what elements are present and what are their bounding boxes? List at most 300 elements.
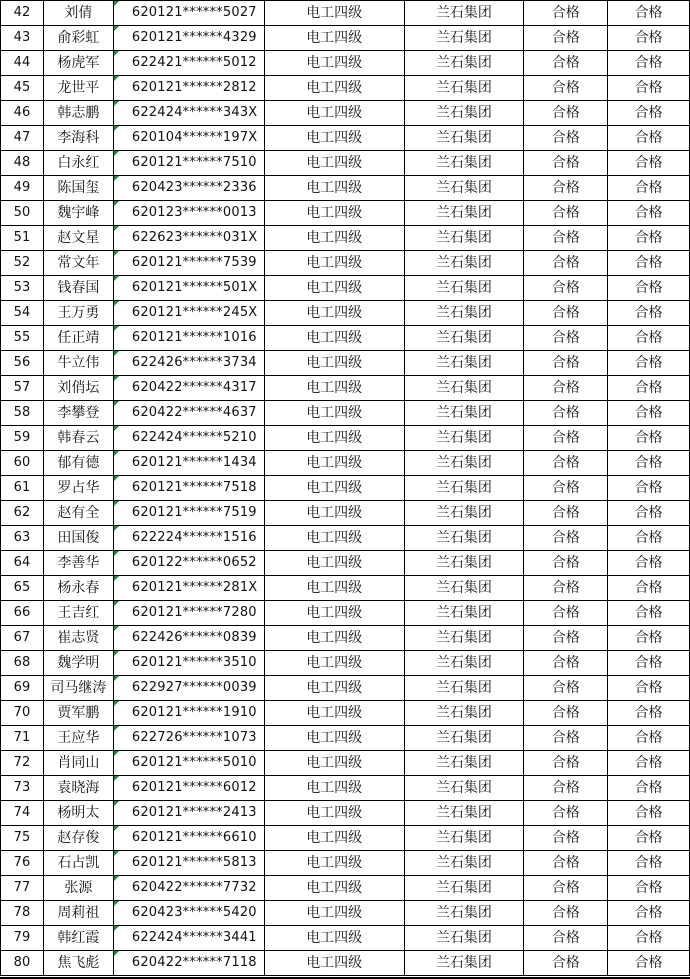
person-name-cell: 赵存俊 xyxy=(43,826,113,851)
employer-unit-cell: 兰石集团 xyxy=(404,776,524,801)
theory-result-cell: 合格 xyxy=(524,401,608,426)
employer-unit-cell: 兰石集团 xyxy=(404,151,524,176)
theory-result-cell: 合格 xyxy=(524,626,608,651)
row-number-cell: 67 xyxy=(1,626,44,651)
person-name-cell: 石占凯 xyxy=(43,851,113,876)
theory-result-cell: 合格 xyxy=(524,951,608,976)
cert-level-cell: 电工四级 xyxy=(264,401,404,426)
employer-unit-cell: 兰石集团 xyxy=(404,901,524,926)
table-row xyxy=(1,426,690,451)
id-number-cell: 620121******281X xyxy=(113,576,264,601)
person-name-cell: 郁有德 xyxy=(43,451,113,476)
cert-level-cell: 电工四级 xyxy=(264,776,404,801)
cert-level-cell: 电工四级 xyxy=(264,651,404,676)
theory-result-cell: 合格 xyxy=(524,76,608,101)
employer-unit-cell: 兰石集团 xyxy=(404,51,524,76)
row-number-cell: 48 xyxy=(1,151,44,176)
practice-result-cell: 合格 xyxy=(608,326,690,351)
row-number-cell: 77 xyxy=(1,876,44,901)
cert-level-cell: 电工四级 xyxy=(264,1,404,26)
row-number-cell: 74 xyxy=(1,801,44,826)
row-number-cell: 72 xyxy=(1,751,44,776)
theory-result-cell: 合格 xyxy=(524,901,608,926)
practice-result-cell: 合格 xyxy=(608,201,690,226)
id-number-cell: 620422******4637 xyxy=(113,401,264,426)
theory-result-cell: 合格 xyxy=(524,826,608,851)
cert-level-cell: 电工四级 xyxy=(264,826,404,851)
row-number-cell: 55 xyxy=(1,326,44,351)
table-row xyxy=(1,26,690,51)
theory-result-cell: 合格 xyxy=(524,651,608,676)
cert-level-cell: 电工四级 xyxy=(264,476,404,501)
employer-unit-cell: 兰石集团 xyxy=(404,451,524,476)
row-number-cell: 69 xyxy=(1,676,44,701)
id-number-cell: 620121******5813 xyxy=(113,851,264,876)
person-name-cell: 赵文星 xyxy=(43,226,113,251)
employer-unit-cell: 兰石集团 xyxy=(404,276,524,301)
theory-result-cell: 合格 xyxy=(524,301,608,326)
employer-unit-cell: 兰石集团 xyxy=(404,876,524,901)
employer-unit-cell: 兰石集团 xyxy=(404,426,524,451)
person-name-cell: 常文年 xyxy=(43,251,113,276)
id-number-cell: 620121******7539 xyxy=(113,251,264,276)
cert-level-cell: 电工四级 xyxy=(264,226,404,251)
row-number-cell: 73 xyxy=(1,776,44,801)
person-name-cell: 牛立伟 xyxy=(43,351,113,376)
cert-level-cell: 电工四级 xyxy=(264,376,404,401)
table-row xyxy=(1,451,690,476)
row-number-cell: 71 xyxy=(1,726,44,751)
practice-result-cell: 合格 xyxy=(608,176,690,201)
row-number-cell: 78 xyxy=(1,901,44,926)
id-number-cell: 620423******2336 xyxy=(113,176,264,201)
cert-level-cell: 电工四级 xyxy=(264,751,404,776)
id-number-cell: 620121******1016 xyxy=(113,326,264,351)
id-number-cell: 620422******4317 xyxy=(113,376,264,401)
table-row xyxy=(1,126,690,151)
person-name-cell: 田国俊 xyxy=(43,526,113,551)
theory-result-cell: 合格 xyxy=(524,876,608,901)
table-row xyxy=(1,551,690,576)
employer-unit-cell: 兰石集团 xyxy=(404,701,524,726)
person-name-cell: 焦飞彪 xyxy=(43,951,113,976)
cert-level-cell: 电工四级 xyxy=(264,76,404,101)
theory-result-cell: 合格 xyxy=(524,426,608,451)
table-row xyxy=(1,376,690,401)
row-number-cell: 76 xyxy=(1,851,44,876)
table-row xyxy=(1,926,690,951)
table-row xyxy=(1,826,690,851)
id-number-cell: 620121******4329 xyxy=(113,26,264,51)
practice-result-cell: 合格 xyxy=(608,1,690,26)
table-row xyxy=(1,751,690,776)
id-number-cell: 620121******6012 xyxy=(113,776,264,801)
row-number-cell: 68 xyxy=(1,651,44,676)
practice-result-cell: 合格 xyxy=(608,501,690,526)
person-name-cell: 韩红霞 xyxy=(43,926,113,951)
person-name-cell: 袁晓海 xyxy=(43,776,113,801)
person-name-cell: 钱春国 xyxy=(43,276,113,301)
cert-level-cell: 电工四级 xyxy=(264,676,404,701)
theory-result-cell: 合格 xyxy=(524,26,608,51)
row-number-cell: 42 xyxy=(1,1,44,26)
employer-unit-cell: 兰石集团 xyxy=(404,326,524,351)
theory-result-cell: 合格 xyxy=(524,551,608,576)
table-row xyxy=(1,226,690,251)
row-number-cell: 80 xyxy=(1,951,44,976)
theory-result-cell: 合格 xyxy=(524,476,608,501)
id-number-cell: 620422******7732 xyxy=(113,876,264,901)
employer-unit-cell: 兰石集团 xyxy=(404,301,524,326)
theory-result-cell: 合格 xyxy=(524,176,608,201)
row-number-cell: 60 xyxy=(1,451,44,476)
person-name-cell: 魏学明 xyxy=(43,651,113,676)
table-row xyxy=(1,526,690,551)
row-number-cell: 66 xyxy=(1,601,44,626)
table-row xyxy=(1,626,690,651)
employer-unit-cell: 兰石集团 xyxy=(404,676,524,701)
person-name-cell: 陈国玺 xyxy=(43,176,113,201)
practice-result-cell: 合格 xyxy=(608,526,690,551)
employer-unit-cell: 兰石集团 xyxy=(404,651,524,676)
row-number-cell: 54 xyxy=(1,301,44,326)
theory-result-cell: 合格 xyxy=(524,501,608,526)
person-name-cell: 韩春云 xyxy=(43,426,113,451)
practice-result-cell: 合格 xyxy=(608,51,690,76)
practice-result-cell: 合格 xyxy=(608,551,690,576)
table-row xyxy=(1,76,690,101)
employer-unit-cell: 兰石集团 xyxy=(404,401,524,426)
practice-result-cell: 合格 xyxy=(608,851,690,876)
practice-result-cell: 合格 xyxy=(608,901,690,926)
employer-unit-cell: 兰石集团 xyxy=(404,826,524,851)
theory-result-cell: 合格 xyxy=(524,601,608,626)
cert-level-cell: 电工四级 xyxy=(264,451,404,476)
theory-result-cell: 合格 xyxy=(524,676,608,701)
table-row xyxy=(1,301,690,326)
row-number-cell: 79 xyxy=(1,926,44,951)
employer-unit-cell: 兰石集团 xyxy=(404,476,524,501)
theory-result-cell: 合格 xyxy=(524,926,608,951)
table-row xyxy=(1,801,690,826)
id-number-cell: 622424******3441 xyxy=(113,926,264,951)
person-name-cell: 白永红 xyxy=(43,151,113,176)
person-name-cell: 司马继涛 xyxy=(43,676,113,701)
person-name-cell: 杨明太 xyxy=(43,801,113,826)
practice-result-cell: 合格 xyxy=(608,876,690,901)
table-row xyxy=(1,476,690,501)
id-number-cell: 622623******031X xyxy=(113,226,264,251)
theory-result-cell: 合格 xyxy=(524,276,608,301)
id-number-cell: 622424******343X xyxy=(113,101,264,126)
row-number-cell: 61 xyxy=(1,476,44,501)
row-number-cell: 70 xyxy=(1,701,44,726)
person-name-cell: 任正靖 xyxy=(43,326,113,351)
person-name-cell: 韩志鹏 xyxy=(43,101,113,126)
row-number-cell: 64 xyxy=(1,551,44,576)
table-row xyxy=(1,651,690,676)
person-name-cell: 杨永春 xyxy=(43,576,113,601)
cert-level-cell: 电工四级 xyxy=(264,526,404,551)
theory-result-cell: 合格 xyxy=(524,776,608,801)
employer-unit-cell: 兰石集团 xyxy=(404,926,524,951)
id-number-cell: 620121******1434 xyxy=(113,451,264,476)
table-row xyxy=(1,501,690,526)
id-number-cell: 622426******3734 xyxy=(113,351,264,376)
employer-unit-cell: 兰石集团 xyxy=(404,26,524,51)
practice-result-cell: 合格 xyxy=(608,726,690,751)
employer-unit-cell: 兰石集团 xyxy=(404,751,524,776)
employer-unit-cell: 兰石集团 xyxy=(404,176,524,201)
id-number-cell: 622927******0039 xyxy=(113,676,264,701)
id-number-cell: 620423******5420 xyxy=(113,901,264,926)
cert-level-cell: 电工四级 xyxy=(264,926,404,951)
theory-result-cell: 合格 xyxy=(524,1,608,26)
table-row xyxy=(1,576,690,601)
cert-level-cell: 电工四级 xyxy=(264,351,404,376)
cert-level-cell: 电工四级 xyxy=(264,301,404,326)
cert-level-cell: 电工四级 xyxy=(264,876,404,901)
theory-result-cell: 合格 xyxy=(524,801,608,826)
id-number-cell: 622421******5012 xyxy=(113,51,264,76)
theory-result-cell: 合格 xyxy=(524,701,608,726)
row-number-cell: 49 xyxy=(1,176,44,201)
id-number-cell: 620121******2812 xyxy=(113,76,264,101)
practice-result-cell: 合格 xyxy=(608,476,690,501)
table-row xyxy=(1,676,690,701)
table-row xyxy=(1,701,690,726)
table-row xyxy=(1,276,690,301)
cert-level-cell: 电工四级 xyxy=(264,701,404,726)
row-number-cell: 44 xyxy=(1,51,44,76)
employer-unit-cell: 兰石集团 xyxy=(404,376,524,401)
id-number-cell: 620121******7518 xyxy=(113,476,264,501)
person-name-cell: 龙世平 xyxy=(43,76,113,101)
theory-result-cell: 合格 xyxy=(524,101,608,126)
employer-unit-cell: 兰石集团 xyxy=(404,251,524,276)
row-number-cell: 43 xyxy=(1,26,44,51)
person-name-cell: 周莉祖 xyxy=(43,901,113,926)
practice-result-cell: 合格 xyxy=(608,151,690,176)
id-number-cell: 620121******7280 xyxy=(113,601,264,626)
employer-unit-cell: 兰石集团 xyxy=(404,351,524,376)
theory-result-cell: 合格 xyxy=(524,151,608,176)
person-name-cell: 张源 xyxy=(43,876,113,901)
practice-result-cell: 合格 xyxy=(608,301,690,326)
table-row xyxy=(1,1,690,26)
cert-level-cell: 电工四级 xyxy=(264,501,404,526)
person-name-cell: 刘俏坛 xyxy=(43,376,113,401)
table-row xyxy=(1,326,690,351)
employer-unit-cell: 兰石集团 xyxy=(404,126,524,151)
person-name-cell: 王万勇 xyxy=(43,301,113,326)
theory-result-cell: 合格 xyxy=(524,451,608,476)
table-row xyxy=(1,951,690,976)
cert-level-cell: 电工四级 xyxy=(264,176,404,201)
cert-level-cell: 电工四级 xyxy=(264,901,404,926)
practice-result-cell: 合格 xyxy=(608,926,690,951)
practice-result-cell: 合格 xyxy=(608,276,690,301)
practice-result-cell: 合格 xyxy=(608,601,690,626)
cert-level-cell: 电工四级 xyxy=(264,601,404,626)
person-name-cell: 杨虎军 xyxy=(43,51,113,76)
row-number-cell: 51 xyxy=(1,226,44,251)
table-row xyxy=(1,601,690,626)
practice-result-cell: 合格 xyxy=(608,101,690,126)
person-name-cell: 李海科 xyxy=(43,126,113,151)
row-number-cell: 47 xyxy=(1,126,44,151)
employer-unit-cell: 兰石集团 xyxy=(404,526,524,551)
person-name-cell: 王吉红 xyxy=(43,601,113,626)
cert-level-cell: 电工四级 xyxy=(264,201,404,226)
practice-result-cell: 合格 xyxy=(608,576,690,601)
id-number-cell: 620121******7519 xyxy=(113,501,264,526)
cert-level-cell: 电工四级 xyxy=(264,276,404,301)
employer-unit-cell: 兰石集团 xyxy=(404,76,524,101)
practice-result-cell: 合格 xyxy=(608,951,690,976)
cert-level-cell: 电工四级 xyxy=(264,726,404,751)
theory-result-cell: 合格 xyxy=(524,326,608,351)
person-name-cell: 赵有全 xyxy=(43,501,113,526)
employer-unit-cell: 兰石集团 xyxy=(404,101,524,126)
row-number-cell: 65 xyxy=(1,576,44,601)
row-number-cell: 53 xyxy=(1,276,44,301)
id-number-cell: 620121******3510 xyxy=(113,651,264,676)
table-row xyxy=(1,176,690,201)
theory-result-cell: 合格 xyxy=(524,751,608,776)
cert-level-cell: 电工四级 xyxy=(264,426,404,451)
row-number-cell: 56 xyxy=(1,351,44,376)
theory-result-cell: 合格 xyxy=(524,526,608,551)
table-row xyxy=(1,251,690,276)
practice-result-cell: 合格 xyxy=(608,451,690,476)
person-name-cell: 崔志贤 xyxy=(43,626,113,651)
practice-result-cell: 合格 xyxy=(608,751,690,776)
employer-unit-cell: 兰石集团 xyxy=(404,951,524,976)
employer-unit-cell: 兰石集团 xyxy=(404,726,524,751)
employer-unit-cell: 兰石集团 xyxy=(404,201,524,226)
row-number-cell: 58 xyxy=(1,401,44,426)
cert-level-cell: 电工四级 xyxy=(264,576,404,601)
person-name-cell: 俞彩虹 xyxy=(43,26,113,51)
row-number-cell: 62 xyxy=(1,501,44,526)
practice-result-cell: 合格 xyxy=(608,26,690,51)
person-name-cell: 肖同山 xyxy=(43,751,113,776)
cert-level-cell: 电工四级 xyxy=(264,51,404,76)
table-row xyxy=(1,151,690,176)
cert-level-cell: 电工四级 xyxy=(264,951,404,976)
theory-result-cell: 合格 xyxy=(524,226,608,251)
practice-result-cell: 合格 xyxy=(608,376,690,401)
theory-result-cell: 合格 xyxy=(524,726,608,751)
cert-level-cell: 电工四级 xyxy=(264,626,404,651)
practice-result-cell: 合格 xyxy=(608,651,690,676)
id-number-cell: 620121******1910 xyxy=(113,701,264,726)
id-number-cell: 620121******6610 xyxy=(113,826,264,851)
person-name-cell: 王应华 xyxy=(43,726,113,751)
employer-unit-cell: 兰石集团 xyxy=(404,601,524,626)
person-name-cell: 贾军鹏 xyxy=(43,701,113,726)
row-number-cell: 52 xyxy=(1,251,44,276)
id-number-cell: 620121******501X xyxy=(113,276,264,301)
theory-result-cell: 合格 xyxy=(524,201,608,226)
table-row xyxy=(1,876,690,901)
person-name-cell: 李善华 xyxy=(43,551,113,576)
table-row xyxy=(1,51,690,76)
theory-result-cell: 合格 xyxy=(524,576,608,601)
row-number-cell: 63 xyxy=(1,526,44,551)
id-number-cell: 620121******2413 xyxy=(113,801,264,826)
practice-result-cell: 合格 xyxy=(608,226,690,251)
table-row xyxy=(1,851,690,876)
id-number-cell: 620123******0013 xyxy=(113,201,264,226)
practice-result-cell: 合格 xyxy=(608,76,690,101)
employer-unit-cell: 兰石集团 xyxy=(404,851,524,876)
row-number-cell: 57 xyxy=(1,376,44,401)
person-name-cell: 刘倩 xyxy=(43,1,113,26)
cert-level-cell: 电工四级 xyxy=(264,126,404,151)
cert-level-cell: 电工四级 xyxy=(264,801,404,826)
theory-result-cell: 合格 xyxy=(524,51,608,76)
roster-body xyxy=(1,1,690,976)
employer-unit-cell: 兰石集团 xyxy=(404,501,524,526)
employer-unit-cell: 兰石集团 xyxy=(404,551,524,576)
employer-unit-cell: 兰石集团 xyxy=(404,226,524,251)
person-name-cell: 罗占华 xyxy=(43,476,113,501)
cert-level-cell: 电工四级 xyxy=(264,101,404,126)
table-row xyxy=(1,901,690,926)
row-number-cell: 45 xyxy=(1,76,44,101)
table-row xyxy=(1,726,690,751)
id-number-cell: 620422******7118 xyxy=(113,951,264,976)
id-number-cell: 620121******245X xyxy=(113,301,264,326)
practice-result-cell: 合格 xyxy=(608,801,690,826)
cert-level-cell: 电工四级 xyxy=(264,851,404,876)
person-name-cell: 李攀登 xyxy=(43,401,113,426)
id-number-cell: 620121******5027 xyxy=(113,1,264,26)
row-number-cell: 46 xyxy=(1,101,44,126)
id-number-cell: 620121******5010 xyxy=(113,751,264,776)
row-number-cell: 75 xyxy=(1,826,44,851)
table-row xyxy=(1,101,690,126)
cert-level-cell: 电工四级 xyxy=(264,326,404,351)
practice-result-cell: 合格 xyxy=(608,776,690,801)
table-row xyxy=(1,351,690,376)
cert-level-cell: 电工四级 xyxy=(264,26,404,51)
practice-result-cell: 合格 xyxy=(608,701,690,726)
theory-result-cell: 合格 xyxy=(524,351,608,376)
id-number-cell: 622426******0839 xyxy=(113,626,264,651)
theory-result-cell: 合格 xyxy=(524,251,608,276)
cert-level-cell: 电工四级 xyxy=(264,151,404,176)
table-row xyxy=(1,401,690,426)
table-row xyxy=(1,201,690,226)
practice-result-cell: 合格 xyxy=(608,401,690,426)
id-number-cell: 620122******0652 xyxy=(113,551,264,576)
theory-result-cell: 合格 xyxy=(524,126,608,151)
cert-level-cell: 电工四级 xyxy=(264,551,404,576)
practice-result-cell: 合格 xyxy=(608,626,690,651)
practice-result-cell: 合格 xyxy=(608,351,690,376)
practice-result-cell: 合格 xyxy=(608,426,690,451)
table-row xyxy=(1,776,690,801)
employer-unit-cell: 兰石集团 xyxy=(404,1,524,26)
id-number-cell: 620104******197X xyxy=(113,126,264,151)
id-number-cell: 622726******1073 xyxy=(113,726,264,751)
person-name-cell: 魏宇峰 xyxy=(43,201,113,226)
employer-unit-cell: 兰石集团 xyxy=(404,801,524,826)
row-number-cell: 50 xyxy=(1,201,44,226)
